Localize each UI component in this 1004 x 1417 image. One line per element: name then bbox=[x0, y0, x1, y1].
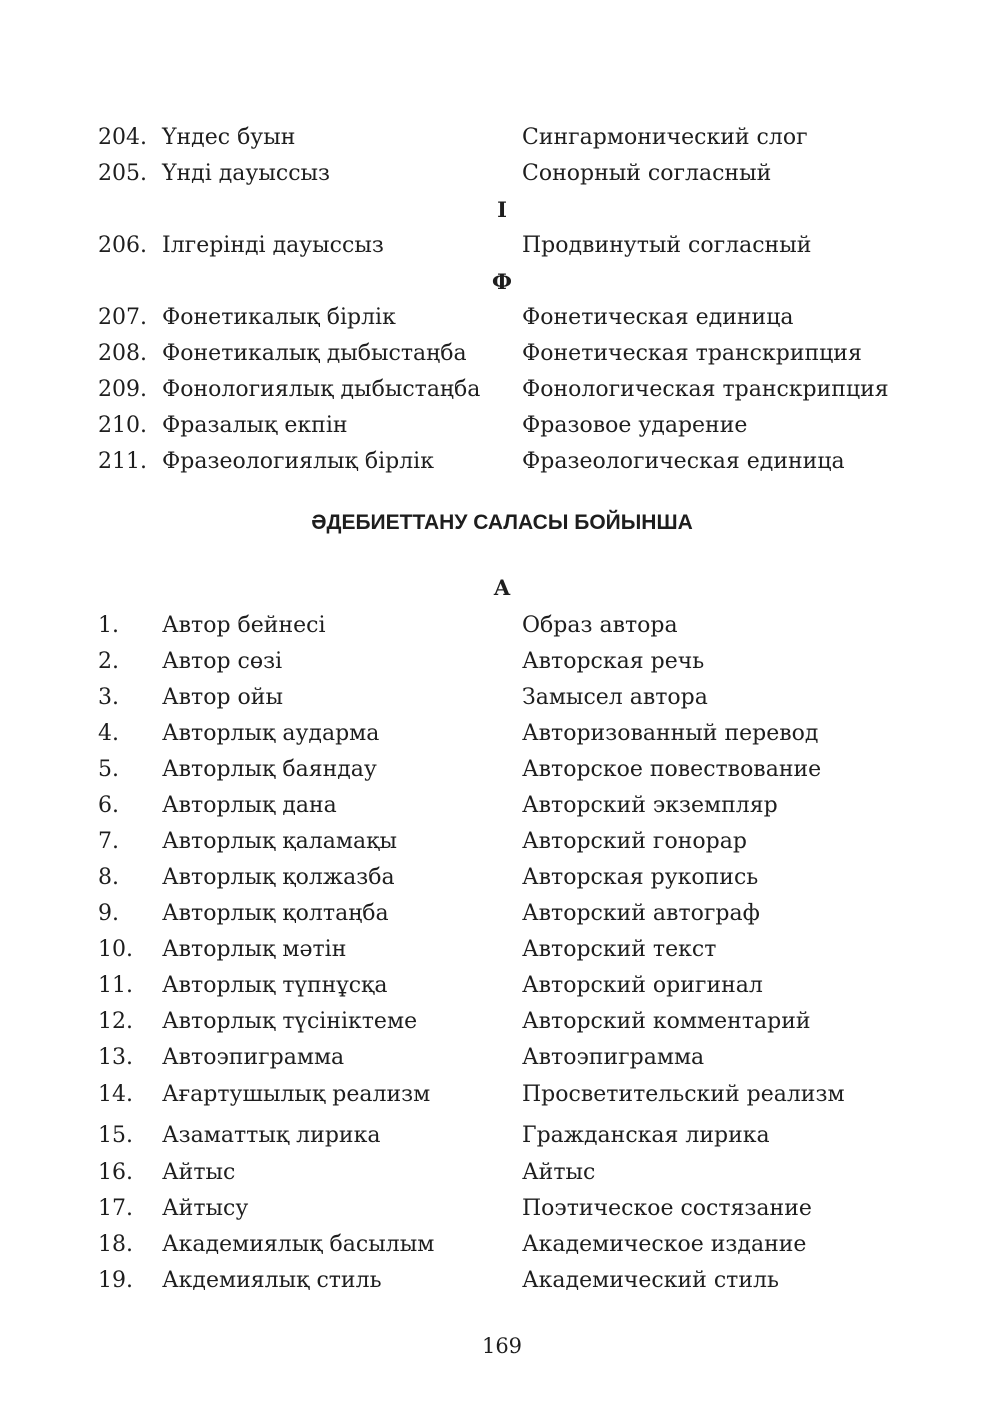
term-kazakh: Ілгерінді дауыссыз bbox=[162, 233, 384, 258]
term-kazakh: Айтыс bbox=[162, 1160, 236, 1185]
term-row bbox=[0, 300, 1004, 336]
term-number: 11. bbox=[98, 973, 133, 998]
term-russian: Академический стиль bbox=[522, 1268, 779, 1293]
term-number: 12. bbox=[98, 1009, 133, 1034]
term-row bbox=[0, 932, 1004, 968]
term-russian: Авторский комментарий bbox=[522, 1009, 811, 1034]
term-russian: Авторская речь bbox=[522, 649, 705, 674]
term-kazakh: Автор бейнесі bbox=[162, 613, 326, 638]
term-row bbox=[0, 1004, 1004, 1040]
term-row bbox=[0, 1118, 1004, 1154]
term-number: 9. bbox=[98, 901, 119, 926]
page-number: 169 bbox=[481, 1334, 523, 1358]
term-russian: Поэтическое состязание bbox=[522, 1196, 812, 1221]
term-kazakh: Айтысу bbox=[162, 1196, 249, 1221]
term-number: 211. bbox=[98, 449, 147, 474]
term-russian: Образ автора bbox=[522, 613, 678, 638]
term-kazakh: Акдемиялық стиль bbox=[162, 1268, 382, 1293]
term-row bbox=[0, 408, 1004, 444]
term-russian: Сингармонический слог bbox=[522, 125, 808, 150]
letter-heading-f: Ф bbox=[492, 269, 512, 294]
term-number: 6. bbox=[98, 793, 119, 818]
term-number: 18. bbox=[98, 1232, 133, 1257]
term-kazakh: Авторлық түсініктеме bbox=[162, 1009, 418, 1034]
term-row bbox=[0, 824, 1004, 860]
term-row bbox=[0, 680, 1004, 716]
term-row bbox=[0, 896, 1004, 932]
term-row bbox=[0, 860, 1004, 896]
term-row bbox=[0, 120, 1004, 156]
term-kazakh: Үндес буын bbox=[162, 125, 296, 150]
term-kazakh: Авторлық аударма bbox=[162, 721, 380, 746]
term-row bbox=[0, 716, 1004, 752]
term-row bbox=[0, 1155, 1004, 1191]
term-kazakh: Үнді дауыссыз bbox=[162, 161, 331, 186]
term-row bbox=[0, 644, 1004, 680]
term-kazakh: Фонетикалық дыбыстаңба bbox=[162, 341, 467, 366]
term-kazakh: Автор сөзі bbox=[162, 649, 283, 674]
term-russian: Замысел автора bbox=[522, 685, 708, 710]
term-kazakh: Авторлық дана bbox=[162, 793, 337, 818]
term-row bbox=[0, 444, 1004, 480]
term-russian: Авторский оригинал bbox=[522, 973, 763, 998]
term-kazakh: Азаматтық лирика bbox=[162, 1123, 381, 1148]
term-row bbox=[0, 1040, 1004, 1076]
term-kazakh: Ағартушылық реализм bbox=[162, 1082, 431, 1107]
term-number: 19. bbox=[98, 1268, 133, 1293]
term-number: 8. bbox=[98, 865, 119, 890]
term-russian: Гражданская лирика bbox=[522, 1123, 770, 1148]
term-number: 205. bbox=[98, 161, 147, 186]
term-number: 204. bbox=[98, 125, 147, 150]
term-number: 207. bbox=[98, 305, 147, 330]
term-number: 16. bbox=[98, 1160, 133, 1185]
term-number: 14. bbox=[98, 1082, 133, 1107]
term-russian: Фразовое ударение bbox=[522, 413, 748, 438]
term-number: 210. bbox=[98, 413, 147, 438]
term-row bbox=[0, 228, 1004, 264]
term-russian: Академическое издание bbox=[522, 1232, 807, 1257]
term-kazakh: Автоэпиграмма bbox=[162, 1045, 345, 1070]
term-row bbox=[0, 372, 1004, 408]
term-russian: Продвинутый согласный bbox=[522, 233, 812, 258]
term-number: 206. bbox=[98, 233, 147, 258]
term-russian: Авторский экземпляр bbox=[522, 793, 778, 818]
term-russian: Фонетическая транскрипция bbox=[522, 341, 862, 366]
term-russian: Фонологическая транскрипция bbox=[522, 377, 889, 402]
term-kazakh: Фразалық екпін bbox=[162, 413, 348, 438]
term-kazakh: Авторлық қолтаңба bbox=[162, 901, 389, 926]
term-kazakh: Академиялық басылым bbox=[162, 1232, 435, 1257]
term-russian: Авторская рукопись bbox=[522, 865, 759, 890]
term-number: 17. bbox=[98, 1196, 133, 1221]
term-russian: Авторское повествование bbox=[522, 757, 822, 782]
term-russian: Авторизованный перевод bbox=[522, 721, 819, 746]
term-russian: Фонетическая единица bbox=[522, 305, 794, 330]
term-kazakh: Фонетикалық бірлік bbox=[162, 305, 396, 330]
term-number: 2. bbox=[98, 649, 119, 674]
section-heading: ӘДЕБИЕТТАНУ САЛАСЫ БОЙЫНША bbox=[311, 511, 693, 534]
term-row bbox=[0, 1077, 1004, 1113]
term-row bbox=[0, 156, 1004, 192]
term-russian: Сонорный согласный bbox=[522, 161, 772, 186]
term-row bbox=[0, 1263, 1004, 1299]
term-row bbox=[0, 608, 1004, 644]
term-kazakh: Авторлық баяндау bbox=[162, 757, 377, 782]
term-kazakh: Авторлық мәтін bbox=[162, 937, 347, 962]
term-number: 15. bbox=[98, 1123, 133, 1148]
term-number: 4. bbox=[98, 721, 119, 746]
term-number: 5. bbox=[98, 757, 119, 782]
term-kazakh: Фразеологиялық бірлік bbox=[162, 449, 434, 474]
term-russian: Авторский гонорар bbox=[522, 829, 747, 854]
term-russian: Автоэпиграмма bbox=[522, 1045, 705, 1070]
term-number: 1. bbox=[98, 613, 119, 638]
term-russian: Авторский автограф bbox=[522, 901, 760, 926]
term-row bbox=[0, 788, 1004, 824]
term-kazakh: Авторлық қаламақы bbox=[162, 829, 397, 854]
letter-heading-a: А bbox=[493, 575, 511, 600]
term-row bbox=[0, 1191, 1004, 1227]
term-russian: Авторский текст bbox=[522, 937, 717, 962]
term-row bbox=[0, 1227, 1004, 1263]
term-row bbox=[0, 968, 1004, 1004]
term-number: 209. bbox=[98, 377, 147, 402]
term-kazakh: Автор ойы bbox=[162, 685, 283, 710]
term-number: 10. bbox=[98, 937, 133, 962]
term-number: 208. bbox=[98, 341, 147, 366]
term-kazakh: Авторлық қолжазба bbox=[162, 865, 395, 890]
term-russian: Фразеологическая единица bbox=[522, 449, 845, 474]
term-row bbox=[0, 752, 1004, 788]
term-russian: Просветительский реализм bbox=[522, 1082, 845, 1107]
term-number: 7. bbox=[98, 829, 119, 854]
term-kazakh: Авторлық түпнұсқа bbox=[162, 973, 388, 998]
letter-heading-i: І bbox=[497, 197, 507, 222]
term-russian: Айтыс bbox=[522, 1160, 596, 1185]
term-kazakh: Фонологиялық дыбыстаңба bbox=[162, 377, 481, 402]
term-number: 13. bbox=[98, 1045, 133, 1070]
term-number: 3. bbox=[98, 685, 119, 710]
term-row bbox=[0, 336, 1004, 372]
